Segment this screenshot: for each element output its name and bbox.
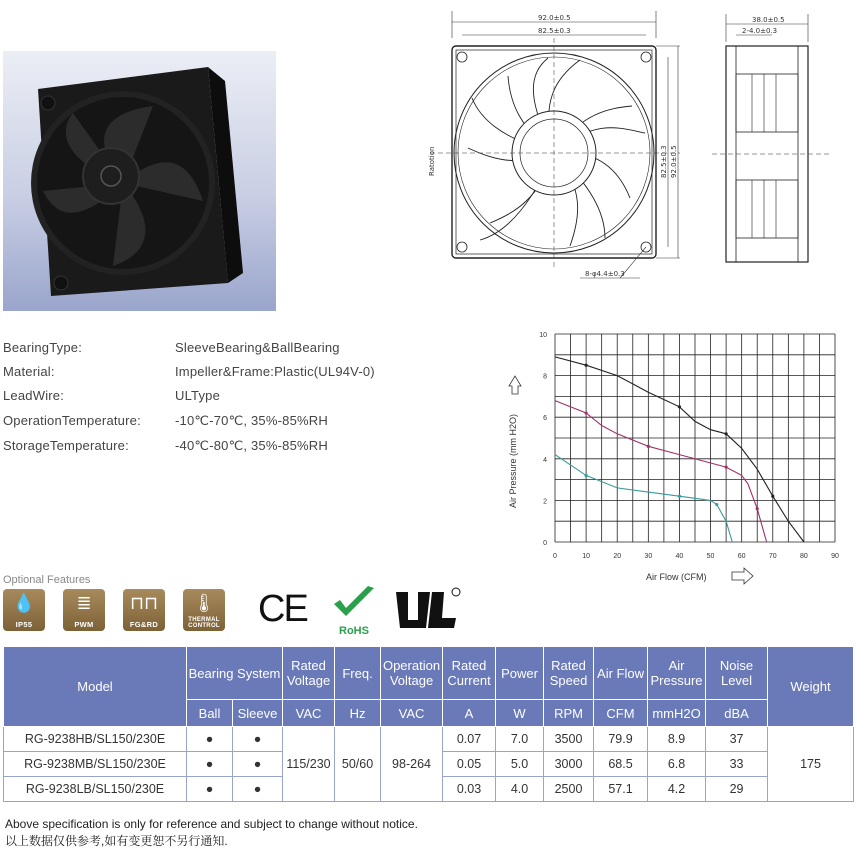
thermal-control-label: THERMAL CONTROL — [188, 617, 220, 629]
unit-dba: dBA — [706, 700, 768, 727]
x-axis-label: Air Flow (CFM) — [646, 572, 707, 582]
unit-hz: Hz — [335, 700, 381, 727]
cell-speed: 3000 — [544, 752, 594, 777]
cell-ball: ● — [187, 752, 233, 777]
unit-mmh2o: mmH2O — [648, 700, 706, 727]
cell-rated-voltage: 115/230 — [283, 727, 335, 802]
spec-value: ULType — [175, 388, 221, 403]
header-rated-speed: Rated Speed — [544, 647, 594, 700]
fg-rd-icon: ⊓⊓ FG&RD — [123, 589, 165, 631]
cell-flow: 79.9 — [594, 727, 648, 752]
chart-grid — [555, 334, 835, 542]
cell-noise: 37 — [706, 727, 768, 752]
header-power: Power — [496, 647, 544, 700]
cell-power: 5.0 — [496, 752, 544, 777]
rohs-mark-icon — [330, 584, 378, 636]
header-noise: Noise Level — [706, 647, 768, 700]
y-tick-labels — [539, 332, 547, 547]
spec-value: -40℃-80℃, 35%-85%RH — [175, 438, 328, 453]
dim-flange: 2-4.0±0.3 — [742, 27, 778, 35]
cell-sleeve: ● — [233, 727, 283, 752]
header-air-flow: Air Flow — [594, 647, 648, 700]
pwm-label: PWM — [74, 620, 94, 629]
cell-speed: 2500 — [544, 777, 594, 802]
cell-sleeve: ● — [233, 752, 283, 777]
fan-side-drawing — [712, 12, 832, 268]
header-rated-current: Rated Current — [443, 647, 496, 700]
cell-current: 0.03 — [443, 777, 496, 802]
series-point — [756, 507, 759, 510]
unit-a: A — [443, 700, 496, 727]
x-tick-label: 60 — [737, 553, 746, 560]
spec-value: Impeller&Frame:Plastic(UL94V-0) — [175, 364, 375, 379]
cell-op-voltage: 98-264 — [381, 727, 443, 802]
spec-label: LeadWire: — [3, 388, 65, 403]
ul-mark-icon — [392, 586, 462, 634]
dim-holes: 8-φ4.4±0.3 — [585, 270, 625, 278]
x-tick-label: 30 — [644, 553, 653, 560]
unit-cfm: CFM — [594, 700, 648, 727]
footnote-cn: 以上数据仅供参考,如有变更恕不另行通知. — [5, 834, 228, 848]
spec-value: -10℃-70℃, 35%-85%RH — [175, 413, 328, 428]
series-point — [647, 445, 650, 448]
cell-freq: 50/60 — [335, 727, 381, 802]
x-axis-arrow-icon — [732, 568, 753, 584]
unit-sleeve: Sleeve — [233, 700, 283, 727]
unit-ball: Ball — [187, 700, 233, 727]
spec-label: BearingType: — [3, 340, 83, 355]
spec-table — [3, 646, 854, 802]
x-tick-label: 0 — [553, 553, 557, 560]
fg-rd-label: FG&RD — [129, 620, 159, 629]
cell-model: RG-9238HB/SL150/230E — [4, 727, 187, 752]
series-point — [585, 474, 588, 477]
cell-model: RG-9238LB/SL150/230E — [4, 777, 187, 802]
header-air-pressure: Air Pressure — [648, 647, 706, 700]
spec-label: StorageTemperature: — [3, 438, 129, 453]
dim-height-hole: 82.5±0.3 — [660, 145, 668, 178]
thermal-control-icon: 🌡 THERMAL CONTROL — [183, 589, 225, 631]
spec-value: SleeveBearing&BallBearing — [175, 340, 340, 355]
y-tick-label: 8 — [543, 373, 547, 381]
unit-vac-op: VAC — [381, 700, 443, 727]
cell-pressure: 8.9 — [648, 727, 706, 752]
cell-model: RG-9238MB/SL150/230E — [4, 752, 187, 777]
header-freq: Freq. — [335, 647, 381, 700]
y-tick-label: 10 — [539, 332, 547, 339]
x-tick-labels — [553, 553, 839, 560]
x-tick-label: 90 — [831, 553, 839, 560]
fan-front-drawing — [420, 8, 680, 288]
dim-width-outer: 92.0±0.5 — [538, 14, 571, 22]
ip55-icon: 💧 IP55 — [3, 589, 45, 631]
cell-pressure: 6.8 — [648, 752, 706, 777]
cell-noise: 29 — [706, 777, 768, 802]
cell-weight: 175 — [768, 727, 854, 802]
series-line-1 — [555, 401, 767, 542]
fan-photo-illustration — [3, 51, 276, 311]
cell-flow: 68.5 — [594, 752, 648, 777]
x-tick-label: 10 — [582, 553, 591, 560]
x-tick-label: 80 — [799, 553, 808, 560]
dim-width-hole: 82.5±0.3 — [538, 27, 571, 35]
footnote-en: Above specification is only for reference and subject to change without notice. — [5, 817, 418, 831]
spec-label: Material: — [3, 364, 55, 379]
rotation-label: Ratotion — [428, 146, 436, 176]
y-tick-label: 4 — [543, 456, 547, 464]
ip55-label: IP55 — [15, 620, 33, 629]
header-model: Model — [4, 647, 187, 727]
cell-ball: ● — [187, 777, 233, 802]
series-point — [585, 411, 588, 414]
series-point — [725, 466, 728, 469]
optional-features-title: Optional Features — [3, 574, 91, 586]
series-point — [771, 495, 774, 498]
series-point — [725, 432, 728, 435]
cell-noise: 33 — [706, 752, 768, 777]
product-photo — [3, 51, 276, 311]
cell-pressure: 4.2 — [648, 777, 706, 802]
header-rated-voltage: Rated Voltage — [283, 647, 335, 700]
ce-mark-icon: CE — [258, 588, 307, 630]
header-bearing: Bearing System — [187, 647, 283, 700]
rohs-label: RoHS — [339, 625, 369, 637]
pq-chart — [500, 326, 850, 588]
cell-power: 7.0 — [496, 727, 544, 752]
series-point — [678, 405, 681, 408]
x-tick-label: 50 — [706, 553, 715, 560]
y-tick-label: 2 — [543, 498, 547, 506]
pwm-icon: ≣ PWM — [63, 589, 105, 631]
cell-ball: ● — [187, 727, 233, 752]
table-row — [4, 727, 854, 752]
header-op-voltage: Operation Voltage — [381, 647, 443, 700]
unit-rpm: RPM — [544, 700, 594, 727]
unit-w: W — [496, 700, 544, 727]
spec-label: OperationTemperature: — [3, 413, 141, 428]
cell-flow: 57.1 — [594, 777, 648, 802]
cell-sleeve: ● — [233, 777, 283, 802]
x-tick-label: 70 — [768, 553, 777, 560]
series-point — [678, 495, 681, 498]
series-point — [585, 364, 588, 367]
dim-depth: 38.0±0.5 — [752, 16, 785, 24]
y-tick-label: 0 — [543, 540, 547, 547]
cell-current: 0.07 — [443, 727, 496, 752]
cell-power: 4.0 — [496, 777, 544, 802]
y-axis-arrow-icon — [509, 376, 521, 394]
header-weight: Weight — [768, 647, 854, 727]
x-tick-label: 20 — [613, 553, 622, 560]
unit-vac: VAC — [283, 700, 335, 727]
y-axis-label: Air Pressure (mm H2O) — [508, 413, 518, 508]
series-point — [715, 503, 718, 506]
cell-speed: 3500 — [544, 727, 594, 752]
series-line-2 — [555, 455, 732, 542]
y-tick-label: 6 — [543, 415, 547, 423]
dim-height-outer: 92.0±0.5 — [670, 145, 678, 178]
x-tick-label: 40 — [675, 553, 684, 560]
cell-current: 0.05 — [443, 752, 496, 777]
